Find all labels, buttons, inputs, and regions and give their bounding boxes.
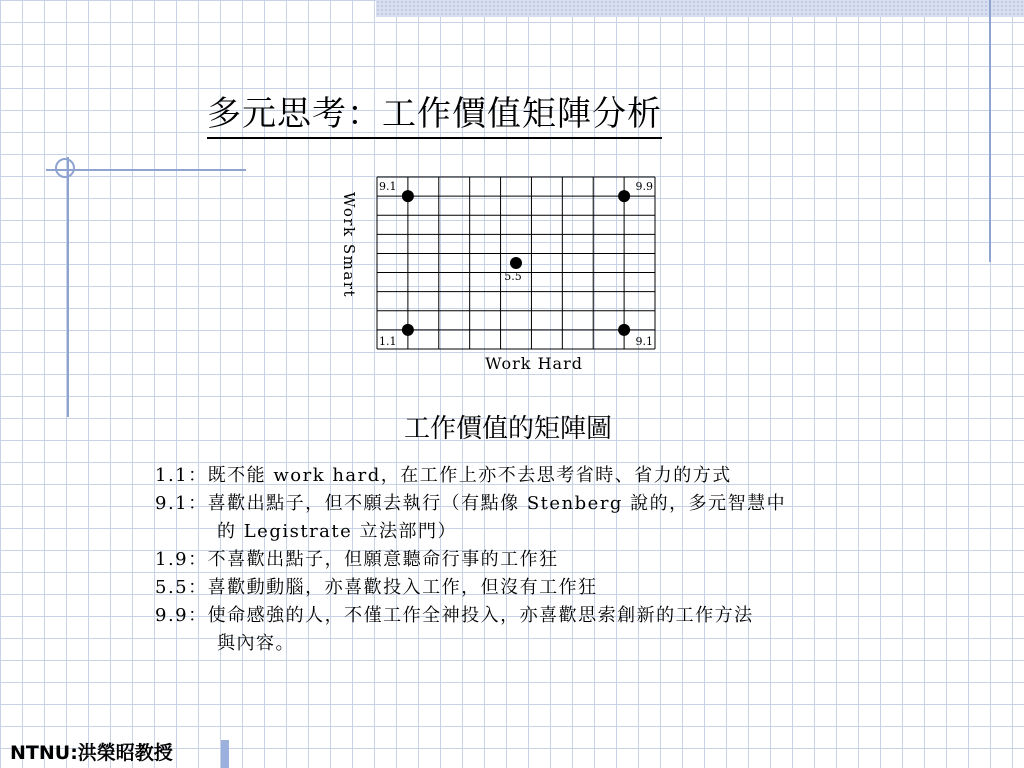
matrix-point-bottom-left <box>402 324 414 336</box>
decor-line-horizontal <box>46 169 246 171</box>
page-title: 多元思考：工作價值矩陣分析 <box>207 92 662 139</box>
top-decor-band <box>376 0 1024 17</box>
matrix-points <box>379 180 653 348</box>
matrix-point-label: 9.1 <box>379 180 397 193</box>
matrix-point-bottom-right <box>618 324 630 336</box>
description-item-continued: 與內容。 <box>217 633 295 654</box>
matrix-point-label: 9.1 <box>635 335 653 348</box>
matrix-point-top-right <box>618 190 630 202</box>
footer-decor-bar <box>221 740 229 768</box>
description-item: 9.9：使命感強的人，不僅工作全神投入，亦喜歡思索創新的工作方法 <box>155 605 754 626</box>
decor-line-vertical-left <box>67 157 69 417</box>
footer-author: NTNU:洪榮昭教授 <box>10 742 173 764</box>
y-axis-label: Work Smart <box>340 191 358 299</box>
matrix-point-label: 1.1 <box>379 335 397 348</box>
description-item-continued: 的 Legistrate 立法部門） <box>217 521 458 542</box>
decor-circle <box>55 158 75 178</box>
x-axis-label: Work Hard <box>485 354 583 373</box>
matrix-point-label: 5.5 <box>504 270 522 283</box>
matrix-caption: 工作價值的矩陣圖 <box>404 414 613 444</box>
description-list <box>155 462 915 658</box>
matrix-point-label: 9.9 <box>635 180 653 193</box>
description-item: 9.1：喜歡出點子，但不願去執行（有點像 Stenberg 說的，多元智慧中 <box>155 493 787 514</box>
work-value-matrix <box>330 160 670 380</box>
matrix-point-center <box>510 257 522 269</box>
matrix-point-top-left <box>402 190 414 202</box>
description-item: 5.5：喜歡動動腦，亦喜歡投入工作，但沒有工作狂 <box>155 577 598 598</box>
description-item: 1.9：不喜歡出點子，但願意聽命行事的工作狂 <box>155 549 559 570</box>
decor-line-vertical-right <box>989 0 991 262</box>
description-item: 1.1：既不能 work hard，在工作上亦不去思考省時、省力的方式 <box>155 465 732 486</box>
